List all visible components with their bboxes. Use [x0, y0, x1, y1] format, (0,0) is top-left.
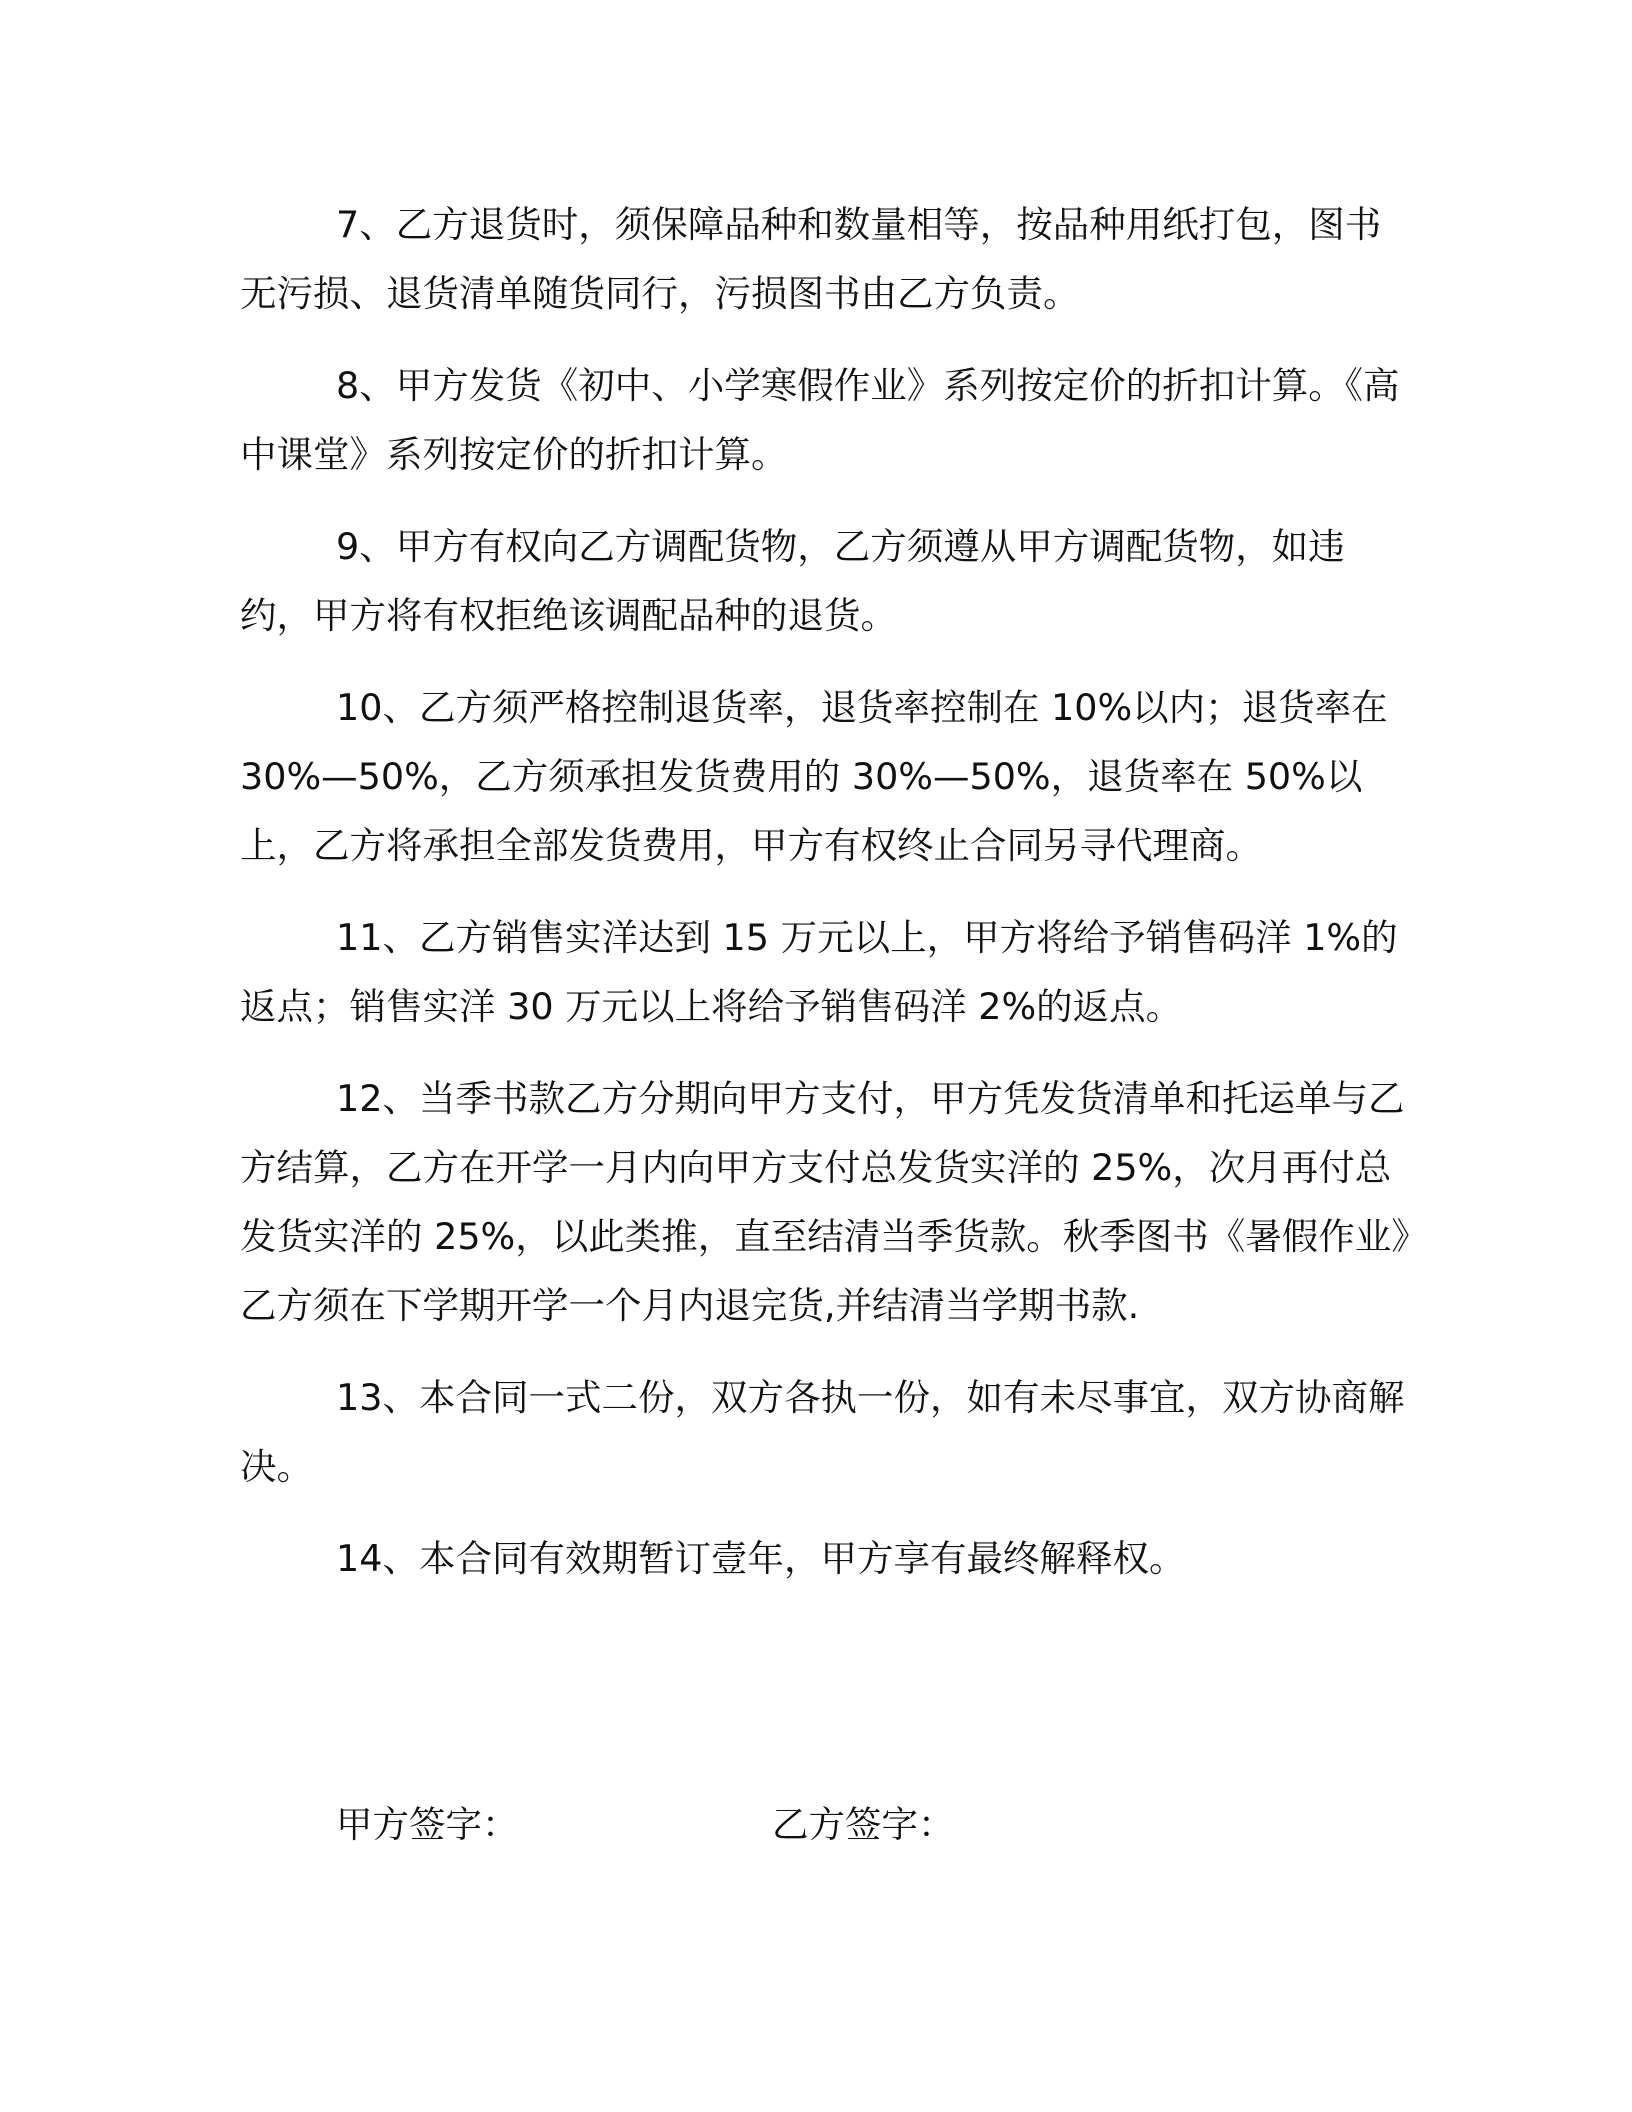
clause-9: 9、甲方有权向乙方调配货物，乙方须遵从甲方调配货物，如违约，甲方将有权拒绝该调配品种的退货。 — [240, 525, 1345, 637]
contract-body — [240, 190, 1410, 1616]
clause-12: 12、当季书款乙方分期向甲方支付，甲方凭发货清单和托运单与乙方结算，乙方在开学一月内向甲方支付总发货实洋的 25%，次月再付总发货实洋的 25%，以此类推，直至结清当季货款。秋季图书《暑假作业》乙方须在下学期开学一个月内退完货,并结清当学期书款. — [240, 1077, 1410, 1327]
party-a-signature-label: 甲方签字： — [336, 1803, 519, 1846]
clause-8: 8、甲方发货《初中、小学寒假作业》系列按定价的折扣计算。《高中课堂》系列按定价的折扣计算。 — [240, 364, 1400, 476]
clause-7: 7、乙方退货时，须保障品种和数量相等，按品种用纸打包，图书无污损、退货清单随货同行，污损图书由乙方负责。 — [240, 203, 1382, 315]
clause-11: 11、乙方销售实洋达到 15 万元以上，甲方将给予销售码洋 1%的返点；销售实洋 30 万元以上将给予销售码洋 2%的返点。 — [240, 916, 1398, 1028]
clause-10: 10、乙方须严格控制退货率，退货率控制在 10%以内；退货率在 30%—50%，乙方须承担发货费用的 30%—50%，退货率在 50%以上，乙方将承担全部发货费用，甲方有权终止合同另寻代理商。 — [240, 686, 1388, 867]
clause-14: 14、本合同有效期暂订壹年，甲方享有最终解释权。 — [336, 1537, 1186, 1580]
party-b-signature-label: 乙方签字： — [772, 1803, 955, 1846]
clause-13: 13、本合同一式二份，双方各执一份，如有未尽事宜，双方协商解决。 — [240, 1376, 1405, 1488]
signature-block — [336, 1790, 1236, 1860]
